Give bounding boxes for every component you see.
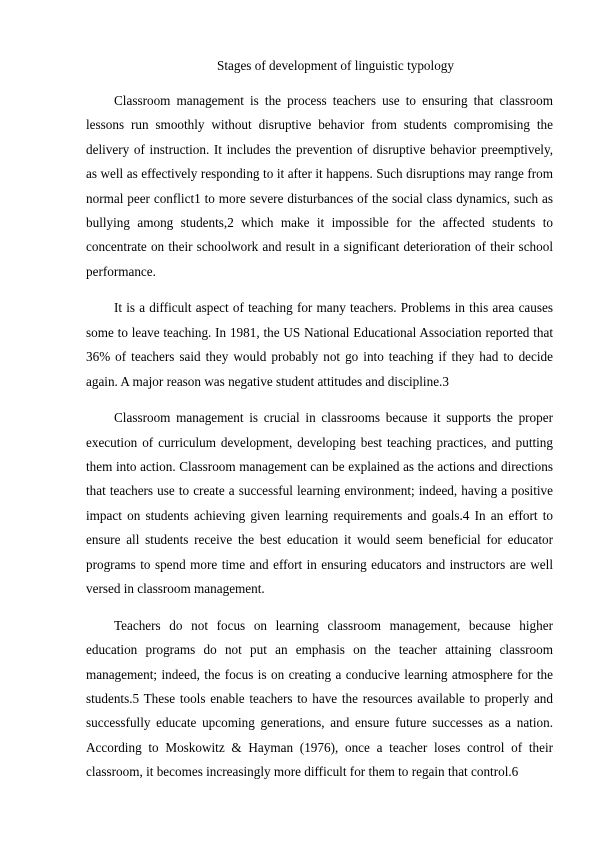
- paragraph-4: Teachers do not focus on learning classroom management, because higher education programs do not put an emphasis on the teacher attaining classroom management; indeed, the focus is on creating a conducive learning atmosphere for the students.5 These tools enable teachers to have the resources available to properly and successfully educate upcoming generations, and ensure future successes as a nation. According to Moskowitz & Hayman (1976), once a teacher loses control of their classroom, it becomes increasingly more difficult for them to regain that control.6: [86, 617, 553, 780]
- paragraph-2: It is a difficult aspect of teaching for many teachers. Problems in this area causes some to leave teaching. In 1981, the US National Educational Association reported that 36% of teachers said they would probably not go into teaching if they had to decide again. A major reason was negative student attitudes and discipline.3: [86, 300, 553, 389]
- document-title: Stages of development of linguistic typology: [217, 58, 454, 73]
- paragraph-1: Classroom management is the process teachers use to ensuring that classroom lessons run smoothly without disruptive behavior from students compromising the delivery of instruction. It includes the prevention of disruptive behavior preemptively, as well as effectively responding to it after it happens. Such disruptions may range from normal peer conflict1 to more severe disturbances of the social class dynamics, such as bullying among students,2 which make it impossible for the affected students to concentrate on their schoolwork and result in a significant deterioration of their school performance.: [86, 93, 553, 279]
- document-page: [86, 55, 553, 797]
- paragraph-3: Classroom management is crucial in classrooms because it supports the proper execution of curriculum development, developing best teaching practices, and putting them into action. Classroom management can be explained as the actions and directions that teachers use to create a successful learning environment; indeed, having a positive impact on students achieving given learning requirements and goals.4 In an effort to ensure all students receive the best education it would seem beneficial for educator programs to spend more time and effort in ensuring educators and instructors are well versed in classroom management.: [86, 410, 553, 597]
